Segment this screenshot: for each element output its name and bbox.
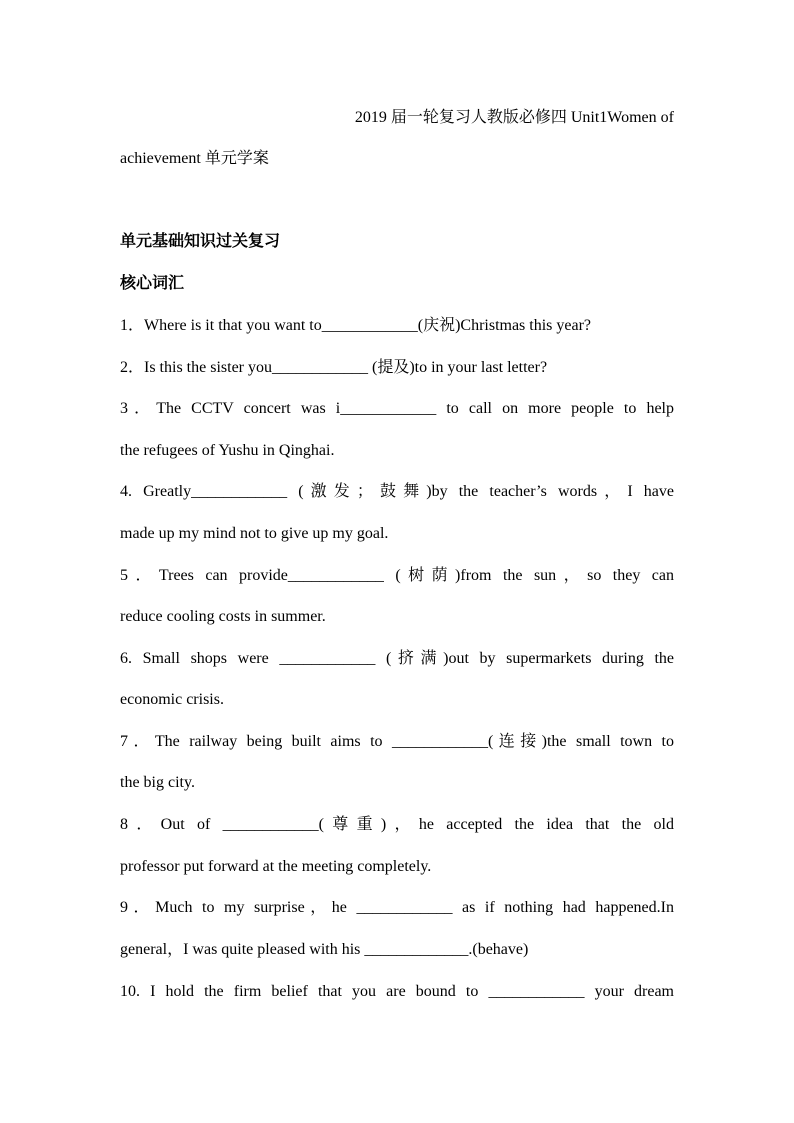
- section-heading: 单元基础知识过关复习: [120, 233, 281, 250]
- question-5-continued: reduce cooling costs in summer.: [120, 608, 326, 625]
- document-title-line-1: 2019 届一轮复习人教版必修四 Unit1Women of: [354, 109, 674, 126]
- question-1: 1．Where is it that you want to____________(庆祝)Christmas this year?: [120, 317, 592, 334]
- question-2: 2．Is this the sister you____________ (提及)to in your last letter?: [120, 359, 548, 376]
- question-9: 9．Much to my surprise，he ____________ as if nothing had happened.In: [120, 899, 674, 916]
- question-10: 10. I hold the firm belief that you are bound to ____________ your dream: [120, 983, 674, 1000]
- question-7: 7．The railway being built aims to ____________(连接)the small town to: [120, 733, 674, 750]
- document-title-line-2: achievement 单元学案: [120, 150, 269, 167]
- question-6-continued: economic crisis.: [120, 691, 224, 708]
- question-5: 5．Trees can provide____________ (树荫)from the sun，so they can: [120, 567, 674, 584]
- question-4-continued: made up my mind not to give up my goal.: [120, 525, 389, 542]
- question-9-continued: general，I was quite pleased with his _____________.(behave): [120, 941, 529, 958]
- question-8: 8．Out of ____________(尊重)，he accepted the idea that the old: [120, 816, 674, 833]
- question-8-continued: professor put forward at the meeting completely.: [120, 858, 432, 875]
- question-6: 6. Small shops were ____________ (挤满)out by supermarkets during the: [120, 650, 674, 667]
- question-4: 4. Greatly____________ (激发；鼓舞)by the teacher’s words，I have: [120, 483, 674, 500]
- question-3-continued: the refugees of Yushu in Qinghai.: [120, 442, 335, 459]
- question-7-continued: the big city.: [120, 774, 195, 791]
- question-3: 3．The CCTV concert was i____________ to call on more people to help: [120, 400, 674, 417]
- subsection-heading: 核心词汇: [120, 275, 185, 292]
